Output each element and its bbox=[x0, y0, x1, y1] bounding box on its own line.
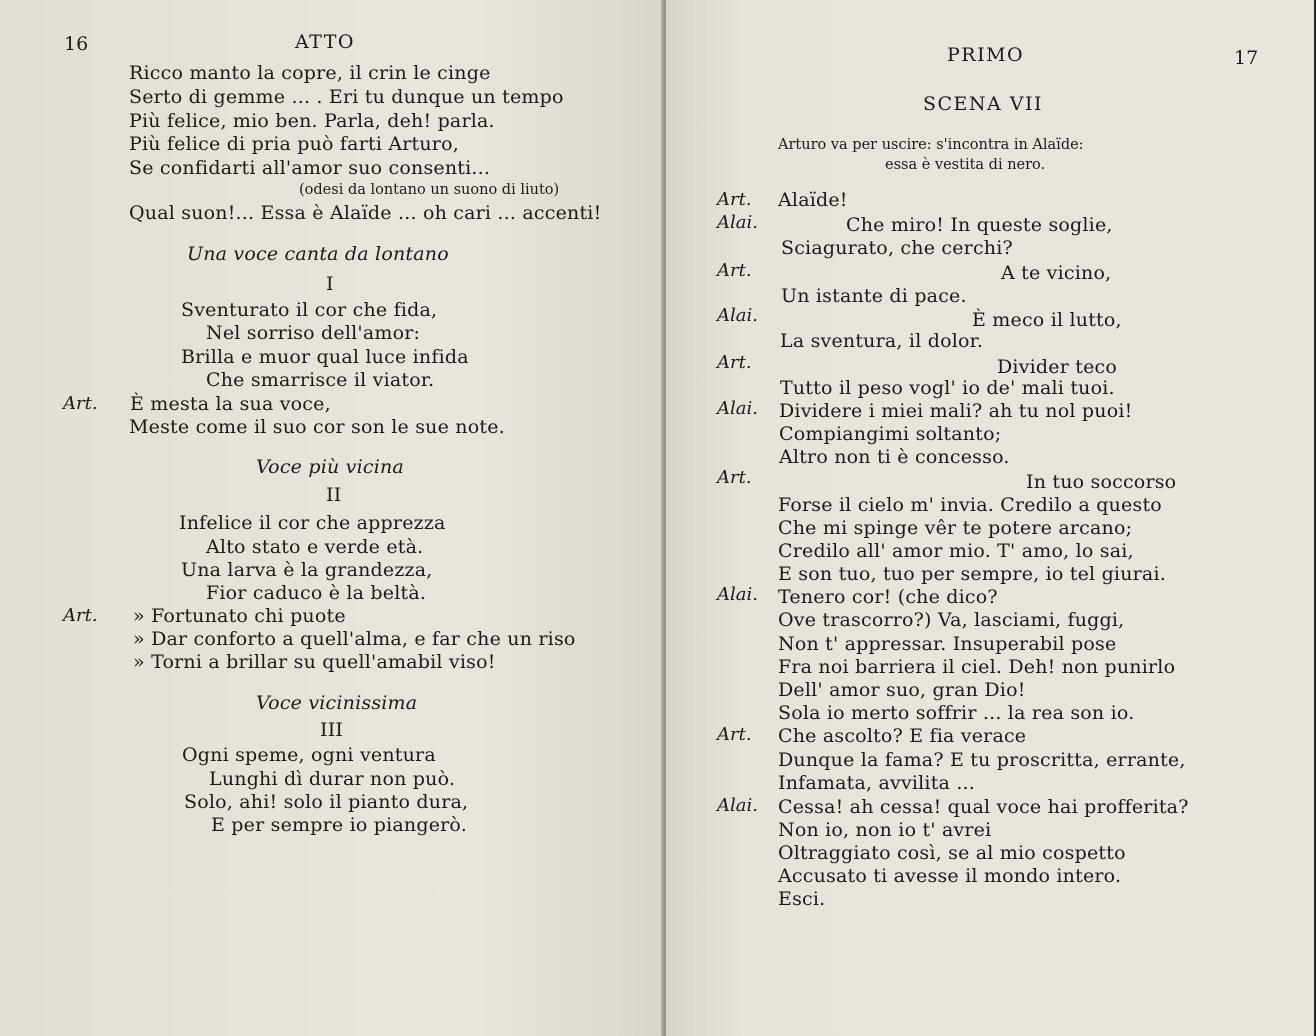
text-line: Ricco manto la copre, il crin le cinge bbox=[129, 62, 491, 84]
dialogue-line: Compiangimi soltanto; bbox=[779, 423, 1002, 445]
verse-line: Nel sorriso dell'amor: bbox=[206, 322, 421, 344]
speaker-label: Alai. bbox=[717, 795, 758, 816]
stage-direction: essa è vestita di nero. bbox=[885, 157, 1046, 173]
text-line: Meste come il suo cor son le sue note. bbox=[129, 416, 505, 438]
speaker-label: Art. bbox=[717, 724, 752, 745]
dialogue-line: È meco il lutto, bbox=[972, 309, 1122, 331]
right-page bbox=[666, 0, 1314, 1036]
stanza-numeral: I bbox=[326, 273, 334, 295]
dialogue-line: Altro non ti è concesso. bbox=[779, 446, 1010, 468]
text-line: È mesta la sua voce, bbox=[130, 393, 331, 415]
dialogue-line: Che ascolto? E fia verace bbox=[778, 725, 1027, 747]
dialogue-line: Dunque la fama? E tu proscritta, errante, bbox=[778, 749, 1186, 771]
dialogue-line: Fra noi barriera il ciel. Deh! non punirlo bbox=[778, 656, 1176, 678]
stage-direction: Arturo va per uscire: s'incontra in Alaïde: bbox=[778, 137, 1084, 153]
page-number: 16 bbox=[64, 33, 89, 55]
speaker-label: Art. bbox=[717, 352, 752, 373]
verse-line: Una larva è la grandezza, bbox=[181, 559, 433, 581]
voice-heading: Voce più vicina bbox=[256, 456, 404, 478]
speaker-label: Alai. bbox=[717, 212, 758, 233]
text-line: Serto di gemme ... . Eri tu dunque un tempo bbox=[129, 86, 564, 108]
dialogue-line: Che miro! In queste soglie, bbox=[846, 214, 1113, 236]
dialogue-line: Sola io merto soffrir ... la rea son io. bbox=[778, 702, 1135, 724]
verse-line: Solo, ahi! solo il pianto dura, bbox=[184, 791, 469, 813]
dialogue-line: Alaïde! bbox=[778, 189, 848, 211]
verse-line: Che smarrisce il viator. bbox=[206, 369, 435, 391]
text-line: » Dar conforto a quell'alma, e far che un riso bbox=[133, 628, 576, 650]
speaker-label: Art. bbox=[63, 605, 98, 626]
verse-line: Ogni speme, ogni ventura bbox=[182, 744, 436, 766]
verse-line: Brilla e muor qual luce infida bbox=[181, 346, 469, 368]
verse-line: E per sempre io piangerò. bbox=[211, 814, 467, 836]
dialogue-line: Ove trascorro?) Va, lasciami, fuggi, bbox=[778, 609, 1125, 631]
dialogue-line: In tuo soccorso bbox=[1026, 471, 1177, 493]
dialogue-line: Dell' amor suo, gran Dio! bbox=[778, 679, 1026, 701]
text-line: » Fortunato chi puote bbox=[133, 605, 346, 627]
text-line: Qual suon!... Essa è Alaïde ... oh cari ... accenti! bbox=[129, 202, 602, 224]
verse-line: Alto stato e verde età. bbox=[206, 536, 424, 558]
speaker-label: Art. bbox=[717, 260, 752, 281]
voice-heading: Una voce canta da lontano bbox=[187, 243, 449, 265]
dialogue-line: Forse il cielo m' invia. Credilo a questo bbox=[778, 494, 1162, 516]
dialogue-line: Infamata, avvilita ... bbox=[778, 772, 976, 794]
speaker-label: Alai. bbox=[717, 398, 758, 419]
verse-line: Lunghi dì durar non può. bbox=[209, 768, 456, 790]
verse-line: Infelice il cor che apprezza bbox=[179, 512, 446, 534]
speaker-label: Art. bbox=[717, 467, 752, 488]
dialogue-line: Oltraggiato così, se al mio cospetto bbox=[778, 842, 1126, 864]
dialogue-line: Accusato ti avesse il mondo intero. bbox=[778, 865, 1122, 887]
speaker-label: Alai. bbox=[717, 305, 758, 326]
voice-heading: Voce vicinissima bbox=[256, 692, 418, 714]
dialogue-line: Tenero cor! (che dico? bbox=[778, 586, 998, 608]
stanza-numeral: III bbox=[320, 719, 344, 741]
running-header: ATTO bbox=[295, 31, 355, 53]
speaker-label: Art. bbox=[63, 393, 98, 414]
dialogue-line: Esci. bbox=[778, 888, 826, 910]
dialogue-line: Cessa! ah cessa! qual voce hai profferita? bbox=[778, 796, 1189, 818]
page-number: 17 bbox=[1234, 47, 1259, 69]
dialogue-line: Dividere i miei mali? ah tu nol puoi! bbox=[779, 400, 1133, 422]
dialogue-line: E son tuo, tuo per sempre, io tel giurai. bbox=[778, 563, 1166, 585]
verse-line: Sventurato il cor che fida, bbox=[181, 299, 438, 321]
text-line: Più felice, mio ben. Parla, deh! parla. bbox=[129, 110, 495, 132]
dialogue-line: Non io, non io t' avrei bbox=[778, 819, 992, 841]
text-line: Più felice di pria può farti Arturo, bbox=[129, 133, 459, 155]
dialogue-line: Che mi spinge vêr te potere arcano; bbox=[778, 517, 1133, 539]
dialogue-line: Sciagurato, che cerchi? bbox=[781, 237, 1013, 259]
verse-line: Fior caduco è la beltà. bbox=[206, 582, 427, 604]
dialogue-line: Non t' appressar. Insuperabil pose bbox=[778, 633, 1117, 655]
dialogue-line: A te vicino, bbox=[1001, 262, 1112, 284]
scene-title: SCENA VII bbox=[923, 93, 1044, 115]
stanza-numeral: II bbox=[326, 484, 342, 506]
text-line: Se confidarti all'amor suo consenti... bbox=[129, 157, 491, 179]
dialogue-line: Credilo all' amor mio. T' amo, lo sai, bbox=[778, 540, 1134, 562]
running-header: PRIMO bbox=[947, 44, 1025, 66]
text-line: » Torni a brillar su quell'amabil viso! bbox=[133, 651, 496, 673]
dialogue-line: Un istante di pace. bbox=[781, 285, 967, 307]
speaker-label: Alai. bbox=[717, 584, 758, 605]
dialogue-line: Divider teco bbox=[997, 356, 1118, 378]
dialogue-line: La sventura, il dolor. bbox=[780, 330, 984, 352]
dialogue-line: Tutto il peso vogl' io de' mali tuoi. bbox=[780, 377, 1115, 399]
stage-direction: (odesi da lontano un suono di liuto) bbox=[299, 182, 560, 198]
speaker-label: Art. bbox=[717, 189, 752, 210]
